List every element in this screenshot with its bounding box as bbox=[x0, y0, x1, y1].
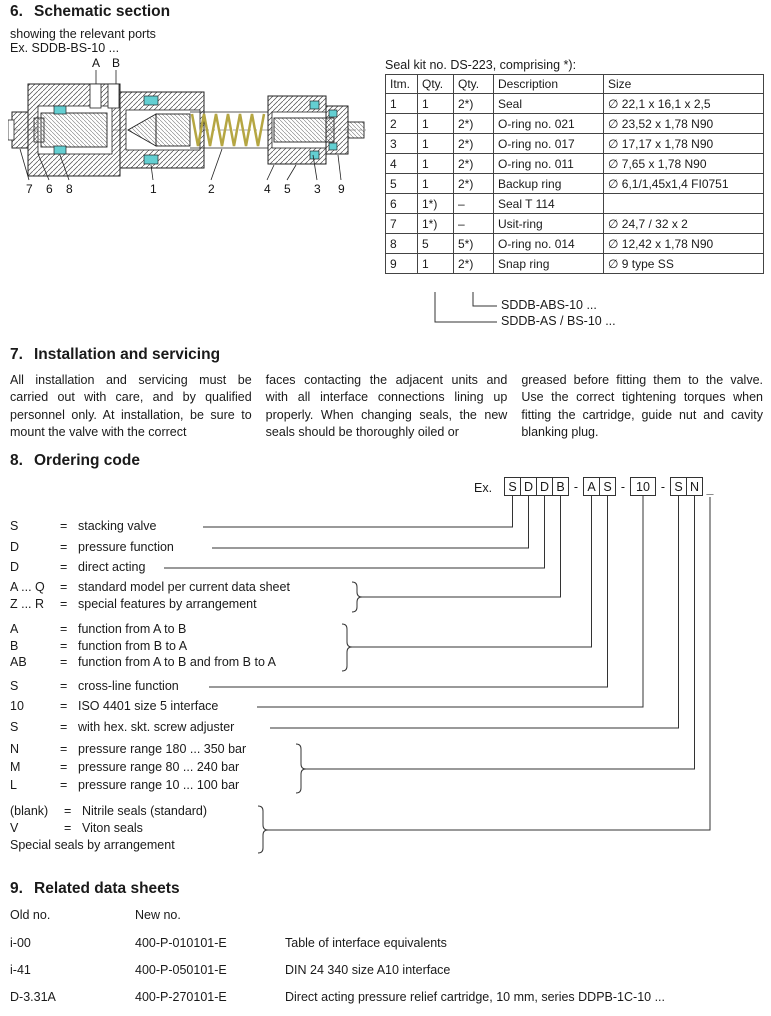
seal-kit-title: Seal kit no. DS-223, comprising *): bbox=[385, 58, 577, 72]
section-title: Installation and servicing bbox=[34, 346, 221, 363]
section-heading-6 bbox=[10, 3, 170, 21]
table-row: 5 1 2*) Backup ring ∅ 6,1/1,45x1,4 FI0751 bbox=[386, 174, 764, 194]
col-header: Qty. bbox=[418, 75, 454, 94]
seal-ring bbox=[144, 155, 158, 164]
valve-body bbox=[8, 84, 364, 176]
section-number: 9. bbox=[10, 880, 23, 897]
ordering-code-row: N = pressure range 180 ... 350 bar bbox=[10, 742, 247, 756]
code-box: A bbox=[583, 477, 600, 496]
code-box: D bbox=[520, 477, 537, 496]
valve-cross-section-drawing bbox=[8, 56, 370, 204]
port-label-b: B bbox=[112, 56, 121, 70]
code-box: D bbox=[536, 477, 553, 496]
ordering-code-row: M = pressure range 80 ... 240 bar bbox=[10, 760, 240, 774]
ordering-code-row: A = function from A to B bbox=[10, 622, 187, 636]
ordering-code-row: D = direct acting bbox=[10, 560, 146, 574]
table-row: 7 1*) – Usit-ring ∅ 24,7 / 32 x 2 bbox=[386, 214, 764, 234]
seal-ring bbox=[329, 110, 337, 117]
col-header: Description bbox=[494, 75, 604, 94]
seal-ring bbox=[54, 146, 66, 154]
table-row: 8 5 5*) O-ring no. 014 ∅ 12,42 x 1,78 N90 bbox=[386, 234, 764, 254]
svg-text:4: 4 bbox=[264, 182, 271, 196]
ordering-code-row: B = function from B to A bbox=[10, 639, 188, 653]
section-title: Ordering code bbox=[34, 452, 140, 469]
col-header: Qty. bbox=[454, 75, 494, 94]
section-number: 6. bbox=[10, 3, 23, 20]
code-blank-suffix: _ bbox=[706, 482, 714, 496]
section-number: 8. bbox=[10, 452, 23, 469]
table-row: 1 1 2*) Seal ∅ 22,1 x 16,1 x 2,5 bbox=[386, 94, 764, 114]
related-sheet-row: i-00 400-P-010101-E Table of interface equivalents bbox=[10, 936, 447, 950]
code-box: 10 bbox=[630, 477, 656, 496]
ordering-code-row: L = pressure range 10 ... 100 bar bbox=[10, 778, 240, 792]
ordering-code-boxes bbox=[504, 477, 717, 496]
section-heading-9 bbox=[10, 880, 180, 898]
ordering-code-row: Special seals by arrangement bbox=[10, 838, 175, 852]
code-separator: - bbox=[620, 479, 626, 494]
section-title: Related data sheets bbox=[34, 880, 180, 897]
code-separator: - bbox=[573, 479, 579, 494]
col-header: Size bbox=[604, 75, 764, 94]
schematic-subtitle-1: showing the relevant ports bbox=[10, 27, 156, 41]
svg-text:7: 7 bbox=[26, 182, 33, 196]
table-row: 4 1 2*) O-ring no. 011 ∅ 7,65 x 1,78 N90 bbox=[386, 154, 764, 174]
code-box: B bbox=[552, 477, 569, 496]
table-row: 6 1*) – Seal T 114 bbox=[386, 194, 764, 214]
variant-label-abs: SDDB-ABS-10 ... bbox=[501, 298, 597, 312]
schematic-subtitle-2: Ex. SDDB-BS-10 ... bbox=[10, 41, 120, 55]
installation-text bbox=[10, 372, 763, 441]
section-number: 7. bbox=[10, 346, 23, 363]
section-title: Schematic section bbox=[34, 3, 171, 20]
code-separator: - bbox=[660, 479, 666, 494]
text-column-2: faces contacting the adjacent units and with all interface connections lining up properly. When changing seals, the new seals should be thoroughly oiled or bbox=[265, 373, 508, 439]
svg-text:9: 9 bbox=[338, 182, 345, 196]
code-box: S bbox=[504, 477, 521, 496]
ordering-code-row: Z ... R = special features by arrangement bbox=[10, 597, 257, 611]
text-column-1: All installation and servicing must be carried out with care, and by qualified personnel only. At installation, be sure to mount the valve with the correct bbox=[10, 373, 252, 439]
code-box: N bbox=[686, 477, 703, 496]
section-heading-8 bbox=[10, 452, 140, 470]
code-box: S bbox=[670, 477, 687, 496]
col-header-new: New no. bbox=[135, 908, 181, 922]
text-column-3: greased before fitting them to the valve. Use the correct tightening torques when fitting the cartridge, guide nut and cavity blanking plug. bbox=[521, 373, 764, 439]
ordering-code-row: A ... Q = standard model per current data sheet bbox=[10, 580, 290, 594]
ordering-code-row: S = cross-line function bbox=[10, 679, 179, 693]
variant-label-as-bs: SDDB-AS / BS-10 ... bbox=[501, 314, 616, 328]
svg-text:3: 3 bbox=[314, 182, 321, 196]
svg-text:8: 8 bbox=[66, 182, 73, 196]
seal-ring bbox=[54, 106, 66, 114]
col-header: Itm. bbox=[386, 75, 418, 94]
ordering-code-row: AB = function from A to B and from B to A bbox=[10, 655, 277, 669]
svg-text:5: 5 bbox=[284, 182, 291, 196]
table-header-row bbox=[386, 75, 764, 94]
svg-text:1: 1 bbox=[150, 182, 157, 196]
table-row: 2 1 2*) O-ring no. 021 ∅ 23,52 x 1,78 N90 bbox=[386, 114, 764, 134]
col-header-old: Old no. bbox=[10, 908, 51, 922]
item-number-labels bbox=[26, 182, 345, 196]
svg-text:2: 2 bbox=[208, 182, 215, 196]
table-row: 9 1 2*) Snap ring ∅ 9 type SS bbox=[386, 254, 764, 274]
related-sheets-header bbox=[10, 908, 285, 922]
ordering-code-row: S = stacking valve bbox=[10, 519, 157, 533]
table-row: 3 1 2*) O-ring no. 017 ∅ 17,17 x 1,78 N90 bbox=[386, 134, 764, 154]
seal-ring bbox=[144, 96, 158, 105]
ordering-code-row: V = Viton seals bbox=[10, 821, 143, 835]
svg-text:6: 6 bbox=[46, 182, 53, 196]
seal-ring bbox=[329, 143, 337, 150]
ordering-code-row: D = pressure function bbox=[10, 540, 174, 554]
section-heading-7 bbox=[10, 346, 220, 364]
ordering-code-row: S = with hex. skt. screw adjuster bbox=[10, 720, 235, 734]
ordering-code-row: 10 = ISO 4401 size 5 interface bbox=[10, 699, 219, 713]
seal-ring bbox=[310, 151, 319, 159]
example-label: Ex. bbox=[474, 481, 493, 495]
seal-ring bbox=[310, 101, 319, 109]
ordering-code-row: (blank) = Nitrile seals (standard) bbox=[10, 804, 208, 818]
related-sheet-row: i-41 400-P-050101-E DIN 24 340 size A10 interface bbox=[10, 963, 451, 977]
port-label-a: A bbox=[92, 56, 101, 70]
code-box: S bbox=[599, 477, 616, 496]
seal-kit-table bbox=[385, 74, 764, 274]
related-sheet-row: D-3.31A 400-P-270101-E Direct acting pressure relief cartridge, 10 mm, series DDPB-1C-10 ... bbox=[10, 990, 665, 1004]
